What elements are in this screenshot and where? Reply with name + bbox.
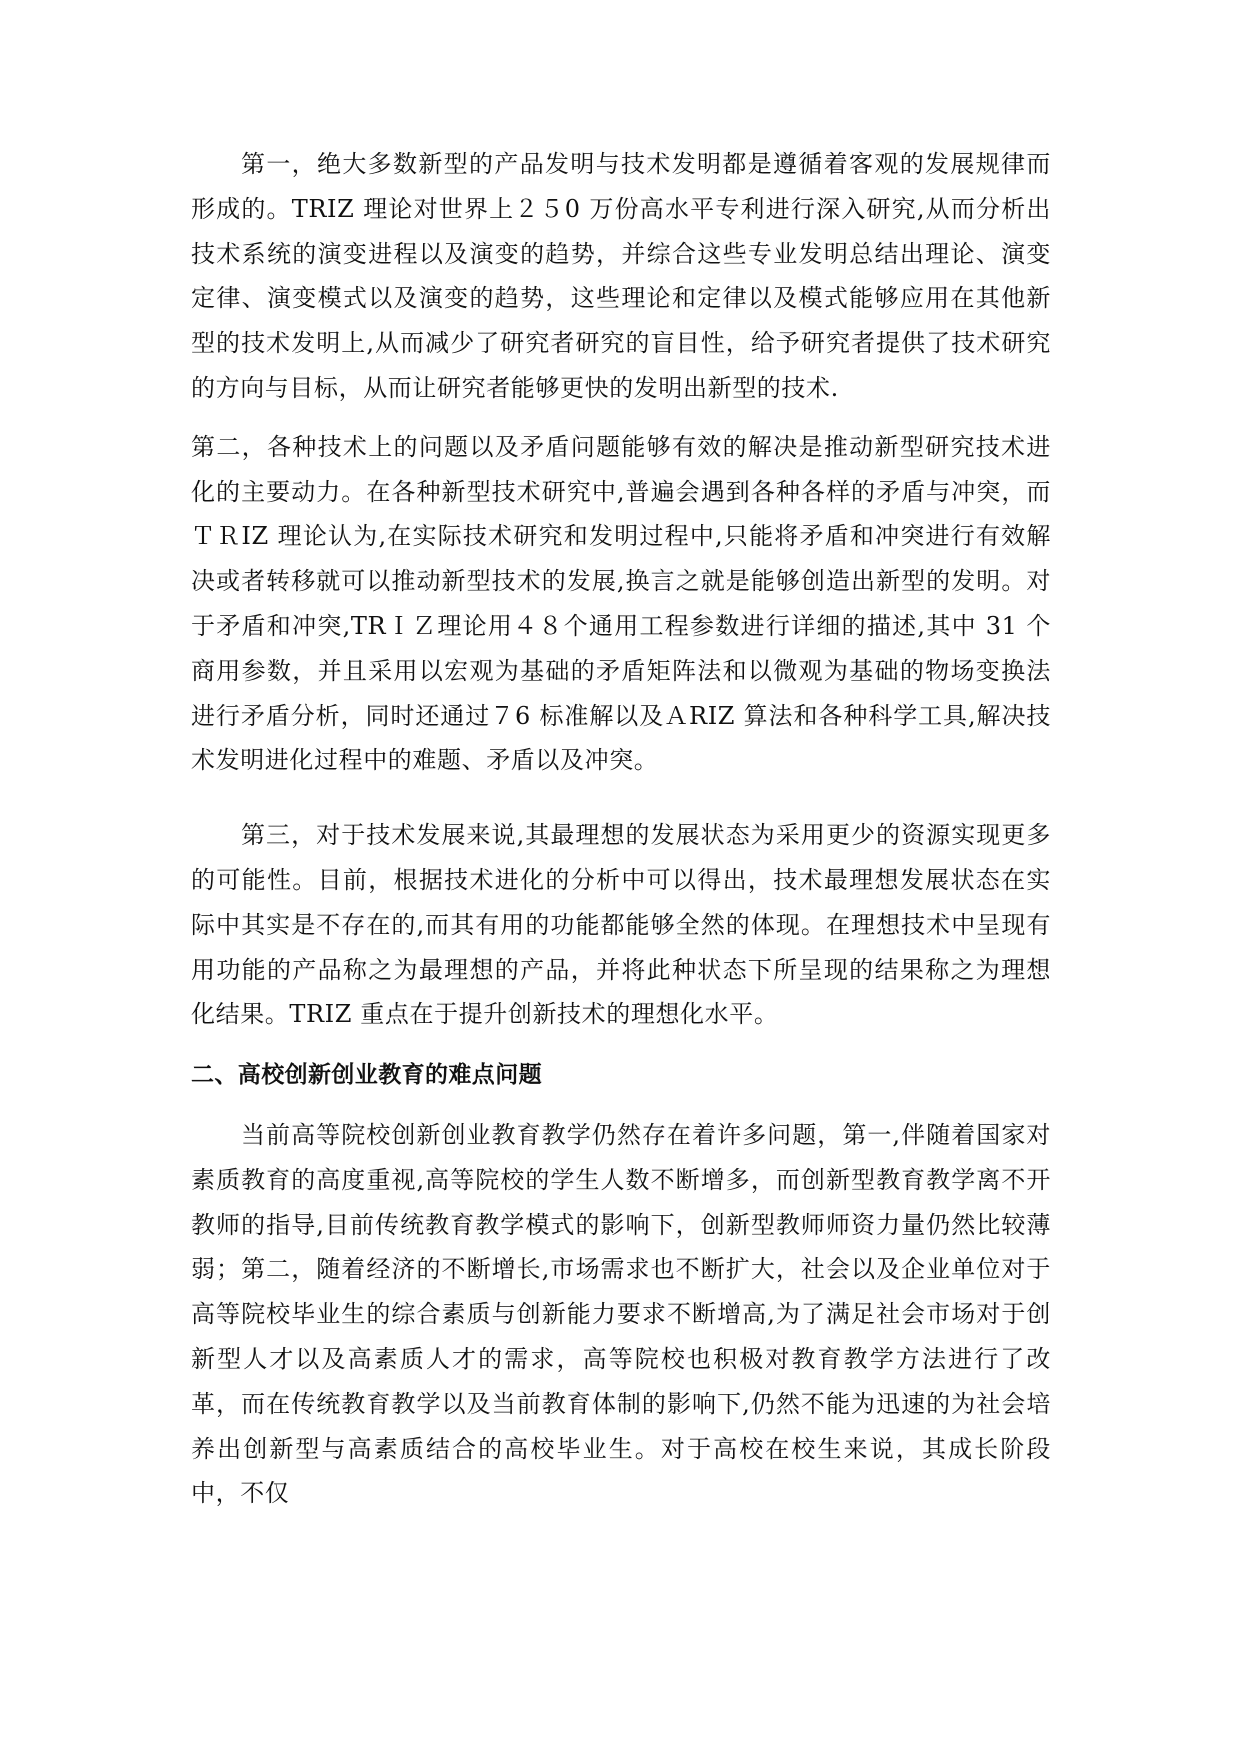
paragraph-third-point: 第三，对于技术发展来说,其最理想的发展状态为采用更少的资源实现更多的可能性。目前，根据技术进化的分析中可以得出，技术最理想发展状态在实际中其实是不存在的,而其有用的功能都能够全然的体现。在理想技术中呈现有用功能的产品称之为最理想的产品，并将此种状态下所呈现的结果称之为理想化结果。TRIZ 重点在于提升创新技术的理想化水平。	[191, 821, 1051, 1029]
section-heading: 二、高校创新创业教育的难点问题	[191, 1062, 542, 1089]
paragraph-first-point: 第一，绝大多数新型的产品发明与技术发明都是遵循着客观的发展规律而形成的。TRIZ 理论对世界上２５0 万份高水平专利进行深入研究,从而分析出技术系统的演变进程以及演变的趋势，并综合这些专业发明总结出理论、演变定律、演变模式以及演变的趋势，这些理论和定律以及模式能够应用在其他新型的技术发明上,从而减少了研究者研究的盲目性，给予研究者提供了技术研究的方向与目标，从而让研究者能够更快的发明出新型的技术.	[191, 150, 1051, 402]
document-body	[191, 142, 1051, 1516]
paragraph-second-point: 第二，各种技术上的问题以及矛盾问题能够有效的解决是推动新型研究技术进化的主要动力。在各种新型技术研究中,普遍会遇到各种各样的矛盾与冲突，而ＴＲIZ 理论认为,在实际技术研究和发明过程中,只能将矛盾和冲突进行有效解决或者转移就可以推动新型技术的发展,换言之就是能够创造出新型的发明。对于矛盾和冲突,TRＩＺ理论用４８个通用工程参数进行详细的描述,其中 31 个商用参数，并且采用以宏观为基础的矛盾矩阵法和以微观为基础的物场变换法进行矛盾分析，同时还通过７6 标准解以及ＡRIZ 算法和各种科学工具,解决技术发明进化过程中的难题、矛盾以及冲突。	[191, 432, 1051, 775]
paragraph-difficulties: 当前高等院校创新创业教育教学仍然存在着许多问题，第一,伴随着国家对素质教育的高度重视,高等院校的学生人数不断增多，而创新型教育教学离不开教师的指导,目前传统教育教学模式的影响下，创新型教师师资力量仍然比较薄弱；第二，随着经济的不断增长,市场需求也不断扩大，社会以及企业单位对于高等院校毕业生的综合素质与创新能力要求不断增高,为了满足社会市场对于创新型人才以及高素质人才的需求，高等院校也积极对教育教学方法进行了改革，而在传统教育教学以及当前教育体制的影响下,仍然不能为迅速的为社会培养出创新型与高素质结合的高校毕业生。对于高校在校生来说，其成长阶段中，不仅	[191, 1120, 1051, 1508]
